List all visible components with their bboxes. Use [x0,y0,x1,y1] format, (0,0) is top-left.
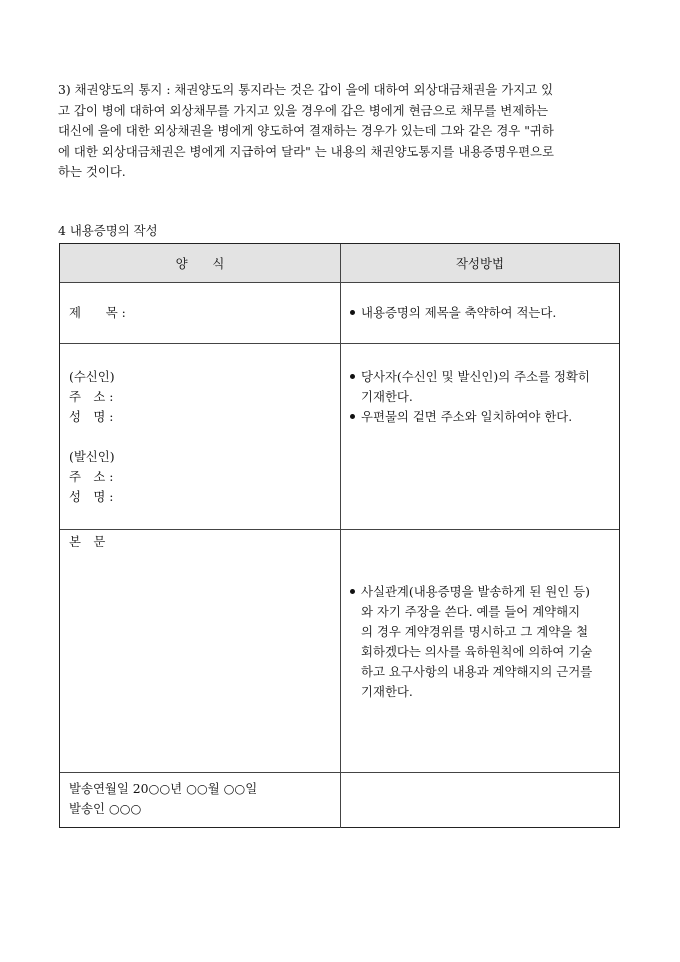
title-form-cell [60,283,341,344]
table-row-title [60,282,619,344]
paragraph-line: 에 대한 외상대금채권은 병에게 지급하여 달라" 는 내용의 채권양도통지를 내용증명우편으로 [58,143,554,159]
header-form-label: 양 식 [175,256,225,271]
bullet-icon [350,589,355,594]
sender-heading: (발신인) [69,449,115,464]
bullet-icon [350,310,355,315]
intro-paragraph [58,80,624,183]
header-form-cell [60,244,341,282]
title-method-cell [341,283,619,344]
table-row-parties [60,343,619,530]
paragraph-line: 대신에 을에 대한 외상채권을 병에게 양도하여 결재하는 경우가 있는데 그와 같은 경우 "귀하 [58,123,554,139]
table-header-row [60,244,619,282]
body-method-bullet [350,582,618,702]
parties-method-cell [341,344,619,530]
title-method-bullet [350,303,618,323]
bullet-text: 내용증명의 제목을 축약하여 적는다. [361,305,557,320]
paragraph-line: 하는 것이다. [58,164,126,180]
body-method-cell [341,530,619,773]
bullet-text: 의 경우 계약경위를 명시하고 그 계약을 철 [361,624,589,639]
body-form-cell [60,530,341,773]
header-method-cell [341,244,619,282]
bullet-text: 기재한다. [361,389,413,404]
bullet-icon [350,414,355,419]
recipient-heading: (수신인) [69,369,115,384]
table-row-body [60,529,619,773]
paragraph-line: 3) 채권양도의 통지 : 채권양도의 통지라는 것은 갑이 을에 대하여 외상대금채권을 가지고 있 [58,82,554,97]
section-title: 4 내용증명의 작성 [58,223,158,238]
parties-form-cell [60,344,341,530]
bullet-text: 사실관계(내용증명을 발송하게 된 원인 등) [361,584,590,599]
bullet-text: 와 자기 주장을 쓴다. 예를 들어 계약해지 [361,604,581,619]
paragraph-line: 고 갑이 병에 대하여 외상채무를 가지고 있을 경우에 갑은 병에게 현금으로 채무를 변제하는 [58,102,549,118]
table-row-signature [60,772,619,828]
form-table [59,243,620,828]
sender-name-label: 성 명 : [69,489,114,504]
title-label: 제 목 : [69,305,126,320]
send-date-line: 발송연월일 20○○년 ○○월 ○○일 [69,781,258,796]
signature-form-cell [60,773,341,828]
bullet-text: 회하겠다는 의사를 육하원칙에 의하여 기술 [361,644,593,659]
parties-method-bullet-2 [350,407,618,427]
signature-method-cell [341,773,619,828]
bullet-text: 하고 요구사항의 내용과 계약해지의 근거를 [361,664,593,679]
bullet-text: 기재한다. [361,684,413,699]
parties-method-bullet-1 [350,367,618,407]
sender-line: 발송인 ○○○ [69,801,142,816]
sender-address-label: 주 소 : [69,469,114,484]
header-method-label: 작성방법 [456,256,504,271]
bullet-text: 우편물의 겉면 주소와 일치하여야 한다. [361,409,573,424]
bullet-text: 당사자(수신인 및 발신인)의 주소를 정확히 [361,369,590,384]
bullet-icon [350,374,355,379]
recipient-address-label: 주 소 : [69,389,114,404]
body-label: 본 문 [69,534,106,549]
recipient-name-label: 성 명 : [69,409,114,424]
